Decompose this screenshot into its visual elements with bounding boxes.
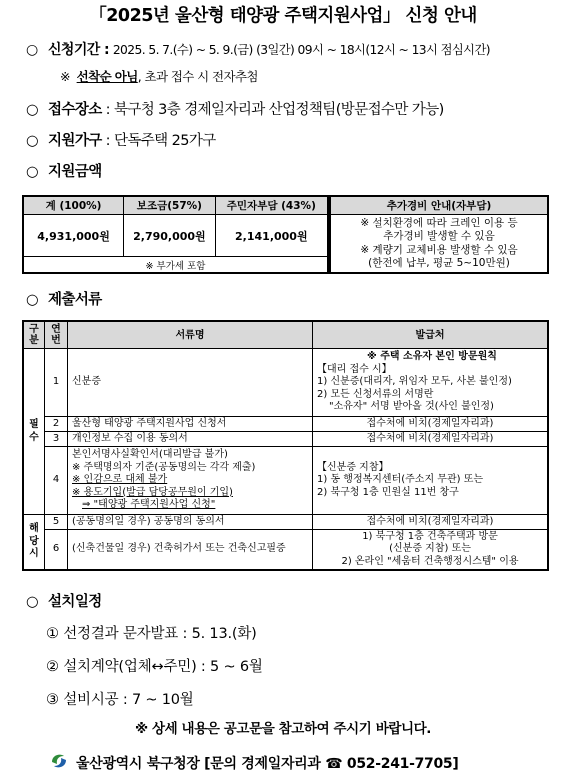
note-mark: ※	[60, 69, 70, 84]
fund-total: 4,931,000원	[23, 215, 124, 257]
table-row	[23, 515, 548, 530]
place-value: : 북구청 3층 경제일자리과 산업정책팀(방문접수만 가능)	[105, 102, 444, 118]
docs-header-no	[45, 321, 68, 349]
issuer-line: 1) 북구청 1층 건축주택과 방문	[362, 530, 498, 542]
group-conditional	[23, 515, 45, 570]
note-rest: , 초과 접수 시 전자추첨	[137, 69, 258, 84]
application-period	[26, 39, 490, 59]
documents-label: 제출서류	[48, 292, 102, 308]
doc-issuer	[313, 447, 549, 515]
documents-table	[22, 320, 549, 571]
doc-no: 5	[45, 515, 68, 530]
doc-no: 6	[45, 530, 68, 570]
docs-header-issuer: 발급처	[313, 321, 549, 349]
documents-heading	[26, 288, 102, 309]
docs-header-category	[23, 321, 45, 349]
doc-issuer: 접수처에 비치(경제일자리과)	[313, 515, 549, 530]
extra-cost-table	[329, 195, 549, 274]
fund-self: 2,141,000원	[215, 215, 328, 257]
reception-place	[26, 98, 444, 119]
table-row	[23, 530, 548, 570]
doc-no: 4	[45, 447, 68, 515]
doc-name: 신분증	[68, 349, 313, 417]
name-line: 본인서명사실확인서(대리발급 불가)	[72, 449, 228, 461]
doc-no: 1	[45, 349, 68, 417]
detail-notice: ※ 상세 내용은 공고문을 참고하여 주시기 바랍니다.	[134, 721, 432, 737]
name-line: ※ 인감으로 대체 불가	[72, 474, 168, 486]
schedule-item: ② 설치계약(업체↔주민) : 5 ~ 6월	[46, 659, 263, 675]
group-required	[23, 349, 45, 515]
group-text: 필수	[29, 419, 39, 443]
bullet-icon: ○	[26, 292, 39, 308]
issuer-line: ※ 주택 소유자 본인 방문원칙	[367, 351, 497, 363]
period-label: 신청기간 :	[48, 42, 109, 58]
city-logo-icon	[48, 750, 70, 772]
doc-issuer	[313, 530, 549, 570]
header-text: 연번	[51, 324, 61, 346]
support-households	[26, 129, 216, 150]
issuer-line: 2) 모든 신청서류의 서명란	[317, 388, 434, 400]
schedule-item: ③ 설비시공 : 7 ~ 10월	[46, 692, 194, 708]
bullet-icon: ○	[26, 164, 39, 180]
schedule-item: ① 선정결과 문자발표 : 5. 13.(화)	[46, 626, 257, 642]
issuer-line: 2) 온라인 "세움터 건축행정시스템" 이용	[341, 555, 519, 567]
note-underlined: 선착순 아님	[76, 69, 138, 84]
footer-text: 울산광역시 북구청장 [문의 경제일자리과 ☎ 052-241-7705]	[76, 756, 459, 772]
issuer-line: 【대리 접수 시】	[317, 363, 392, 375]
table-row	[23, 432, 548, 447]
bullet-icon: ○	[26, 42, 38, 58]
bullet-icon: ○	[26, 133, 39, 149]
name-line: ⇒ "태양광 주택지원사업 신청"	[82, 499, 216, 511]
extra-line: (한전에 납부, 평균 5~10만원)	[368, 257, 510, 269]
place-label: 접수장소	[48, 102, 102, 118]
doc-issuer: 접수처에 비치(경제일자리과)	[313, 417, 549, 432]
households-value: : 단독주택 25가구	[105, 133, 216, 149]
issuer-line: (신분증 지참) 또는	[389, 543, 471, 554]
docs-header-name: 서류명	[68, 321, 313, 349]
page-title: 「2025년 울산형 태양광 주택지원사업」 신청 안내	[89, 6, 477, 26]
doc-no: 3	[45, 432, 68, 447]
doc-name: 울산형 태양광 주택지원사업 신청서	[68, 417, 313, 432]
doc-name: (신축건물일 경우) 건축허가서 또는 건축신고필증	[68, 530, 313, 570]
extra-line: 추가경비 발생할 수 있음	[383, 230, 495, 242]
doc-name	[68, 447, 313, 515]
table-row	[23, 417, 548, 432]
bullet-icon: ○	[26, 102, 39, 118]
doc-issuer: 접수처에 비치(경제일자리과)	[313, 432, 549, 447]
doc-no: 2	[45, 417, 68, 432]
period-value: 2025. 5. 7.(수) ~ 5. 9.(금) (3일간) 09시 ~ 18시(12시 ~ 13시 점심시간)	[112, 43, 490, 57]
fund-header-subsidy: 보조금(57%)	[124, 196, 216, 215]
bullet-icon: ○	[26, 594, 39, 610]
name-line: ※ 주택명의자 기준(공동명의는 각각 제출)	[72, 461, 256, 473]
name-line: ※ 용도기입(발급 담당공무원이 기입)	[72, 486, 233, 498]
issuer-line: 【신분증 지참】	[317, 461, 389, 473]
households-label: 지원가구	[48, 133, 102, 149]
schedule-label: 설치일정	[48, 594, 102, 610]
extra-header: 추가경비 안내(자부담)	[330, 196, 548, 215]
fund-header-self: 주민자부담 (43%)	[215, 196, 328, 215]
group-text: 해당시	[29, 523, 39, 559]
issuer-line: 2) 북구청 1층 민원실 11번 창구	[317, 486, 459, 498]
issuer-line: "소유자" 서명 받아올 것(사인 불인정)	[329, 401, 494, 413]
fund-vat-note: ※ 부가세 포함	[23, 257, 328, 274]
amount-label: 지원금액	[48, 164, 102, 180]
extra-line: ※ 설치환경에 따라 크레인 이용 등	[360, 216, 518, 229]
lottery-note	[60, 67, 258, 85]
schedule-heading	[26, 590, 102, 611]
fund-subsidy: 2,790,000원	[124, 215, 216, 257]
table-row	[23, 447, 548, 515]
support-amount-heading	[26, 160, 102, 181]
doc-issuer	[313, 349, 549, 417]
fund-table	[22, 195, 329, 274]
extra-line: ※ 계량기 교체비용 발생할 수 있음	[360, 243, 518, 256]
doc-name: 개인정보 수집 이용 동의서	[68, 432, 313, 447]
header-text: 구분	[29, 324, 39, 346]
extra-cost-note	[330, 215, 548, 274]
table-row	[23, 349, 548, 417]
footer	[48, 750, 458, 773]
issuer-line: 1) 신분증(대리자, 위임자 모두, 사본 불인정)	[317, 376, 512, 388]
fund-header-total: 계 (100%)	[23, 196, 124, 215]
issuer-line: 1) 동 행정복지센터(주소지 무관) 또는	[317, 474, 484, 486]
doc-name: (공동명의일 경우) 공동명의 동의서	[68, 515, 313, 530]
